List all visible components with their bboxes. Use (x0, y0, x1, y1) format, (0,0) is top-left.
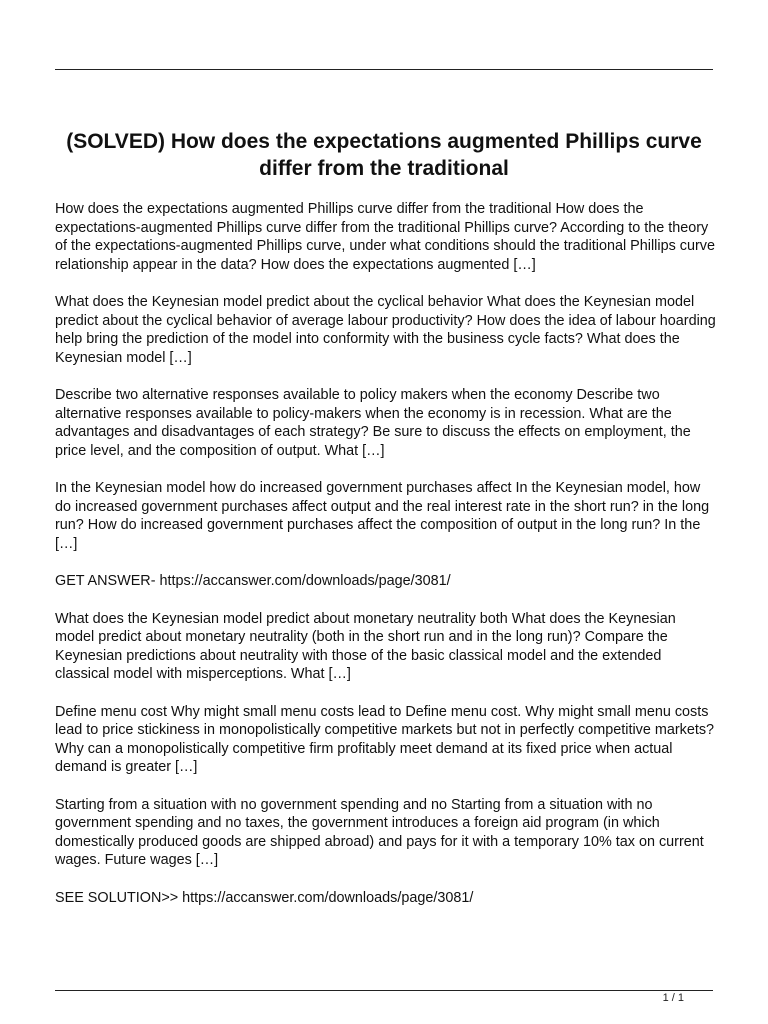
get-answer-link[interactable]: GET ANSWER- https://accanswer.com/downloads/page/3081/ (55, 573, 451, 589)
paragraph-keynesian-cyclical: What does the Keynesian model predict about the cyclical behavior What does the Keynesian model predict about the cyclical behavior of average labour productivity? How does the idea of labour hoarding help bring the prediction of the model into conformity with the business cycle facts? What does the Keynesian model […] (55, 294, 716, 366)
paragraph-menu-cost: Define menu cost Why might small menu costs lead to Define menu cost. Why might small menu costs lead to price stickiness in monopolistically competitive markets but not in perfectly competitive markets? Why can a monopolistically competitive firm profitably meet demand at its fixed price when actual demand is greater […] (55, 703, 715, 775)
top-divider (55, 69, 713, 70)
bottom-divider (55, 990, 713, 991)
see-solution-link[interactable]: SEE SOLUTION>> https://accanswer.com/downloads/page/3081/ (55, 889, 474, 906)
paragraph-monetary-neutrality: What does the Keynesian model predict about monetary neutrality both What does the Keynesian model predict about monetary neutrality (both in the short run and in the long run)? Compare the Keynesian predictions about neutrality with those of the basic classical model and the extended classical model with misperceptions. What […] (55, 610, 676, 682)
paragraph-policy-responses: Describe two alternative responses available to policy makers when the economy Describe two alternative responses available to policy-makers when the economy is in recession. What are the advantages and disadvantages of each strategy? Be sure to discuss the effects on employment, the price level, and the composition of output. What […] (55, 387, 691, 459)
paragraph-foreign-aid: Starting from a situation with no government spending and no Starting from a situation with no government spending and no taxes, the government introduces a foreign aid program (in which domestically produced goods are shipped abroad) and pays for it with a temporary 10% tax on current wages. Future wages […] (55, 796, 704, 868)
page-title: (SOLVED) How does the expectations augmented Phillips curve differ from the traditional (66, 130, 702, 180)
paragraph-government-purchases: In the Keynesian model how do increased government purchases affect In the Keynesian model, how do increased government purchases affect output and the real interest rate in the short run? in the long run? How do increased government purchases affect the composition of output in the long run? In the […] (55, 480, 710, 552)
paragraph-phillips-curve: How does the expectations augmented Phillips curve differ from the traditional How does the expectations-augmented Phillips curve differ from the traditional Phillips curve? According to the theory of the expectations-augmented Phillips curve, under what conditions should the traditional Phillips curve relationship appear in the data? How does the expectations augmented […] (55, 201, 715, 273)
page-indicator: 1 / 1 (662, 992, 684, 1004)
document-body (55, 200, 717, 926)
